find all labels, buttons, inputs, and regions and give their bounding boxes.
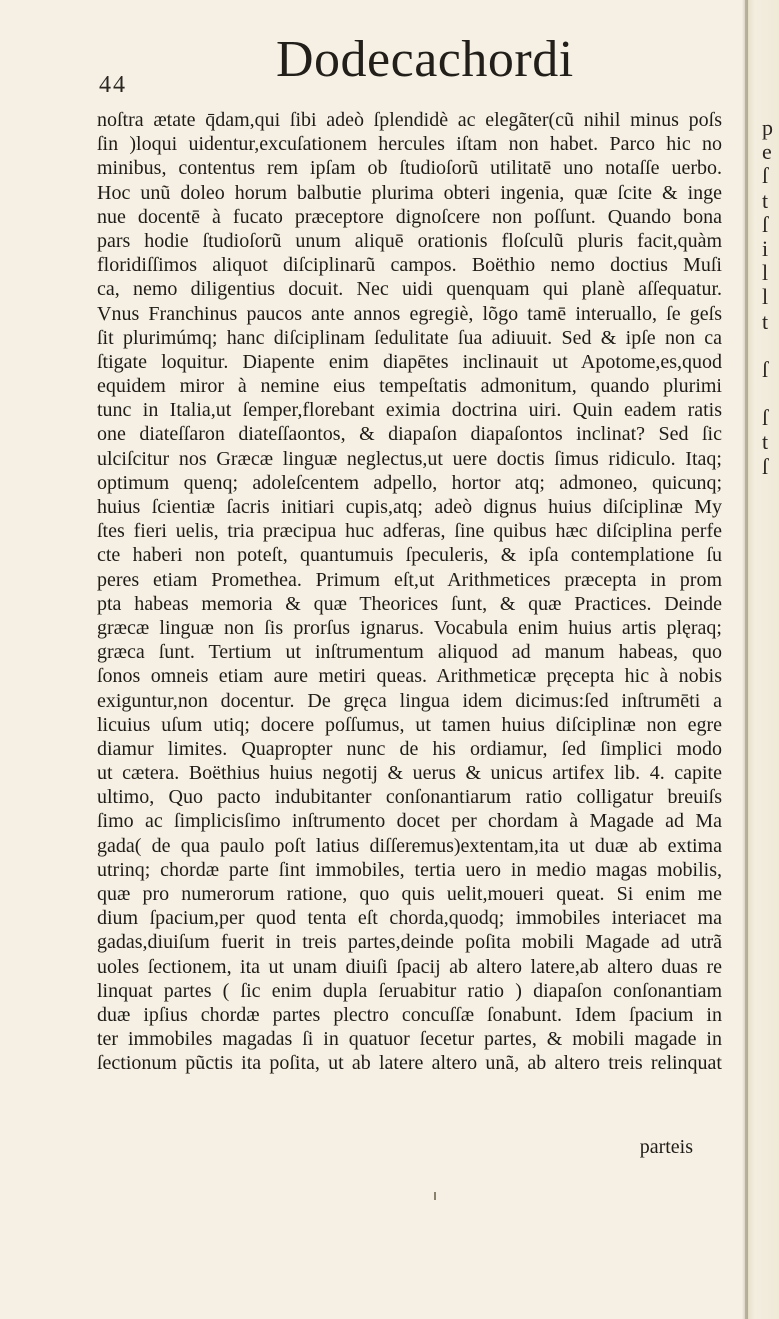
facing-page-glyph: ſ [762, 163, 769, 189]
text-line: one diateſſaron diateſſaontos, & diapaſon diapaſontos inclinat? Sed ſic [97, 423, 722, 446]
text-line: ſtes fieri uelis, tria præcipua huc adferas, ſine quibus hæc diſciplina perfe [97, 520, 722, 543]
facing-page-glyph: t [762, 187, 769, 213]
text-line: linquat partes ( ſic enim dupla ſeruabitur ratio ) diapaſon conſonantiam [97, 979, 722, 1002]
text-line: gadas,diuiſum fuerit in treis partes,deinde poſita mobili Magade ad utrã [97, 931, 722, 954]
text-line: exiguntur,non docentur. De gręca lingua idem dicimus:ſed inſtrumēti a [97, 689, 722, 712]
text-line: pta habeas memoria & quæ Theorices ſunt, & quæ Practices. Deinde [97, 592, 722, 615]
facing-page-glyph: l [762, 260, 769, 286]
facing-page-glyph: ſ [762, 356, 769, 382]
facing-page-glyph: e [762, 139, 772, 165]
text-line: græcæ linguæ non ſis prorſus ignarus. Vocabula enim huius artis plęraq; [97, 616, 722, 639]
catchword: parteis [639, 1136, 693, 1158]
text-line: nue docentē à fucato præceptore dignoſcere non poſſunt. Quando bona [97, 205, 722, 228]
text-line: dium ſpacium,per quod tenta eſt chorda,quodq; immobiles interiacet ma [97, 907, 722, 930]
text-line: minibus, contentus rem ipſam ob ſtudioſorũ utilitatē uno notaſſe uerbo. [97, 157, 722, 180]
text-line: diamur limites. Quapropter nunc de his ordiamur, ſed ſimplici modo [97, 737, 722, 760]
facing-page-glyph: ſ [762, 211, 769, 237]
facing-page-glyph: l [762, 284, 769, 310]
paper-speck [434, 1192, 436, 1200]
facing-page-glyph: p [762, 116, 773, 140]
text-line: ultimo, Quo pacto indubitanter conſonantiarum ratio colligatur breuiſs [97, 786, 722, 809]
text-line: ter immobiles magadas ſi in quatuor ſecetur partes, & mobili magade in [97, 1028, 722, 1051]
body-text [97, 108, 722, 1076]
facing-page-edge [762, 116, 779, 479]
text-line: Vnus Franchinus paucos ante annos egregiè, lõgo tamē interuallo, ſe geſs [97, 302, 722, 325]
gutter-shadow [742, 0, 748, 1319]
running-title: Dodecachordi [276, 31, 574, 88]
text-line: græca ſunt. Tertium ut inſtrumentum aliquod ad manum habeas, quo [97, 641, 722, 664]
text-line: huius ſcientiæ ſacris initiari cupis,atq; adeò dignus huius diſciplinæ My [97, 496, 722, 518]
text-line: optimum quenq; adoleſcentem adpello, hortor atq; admoneo, quicunq; [97, 471, 722, 494]
text-line: gada( de qua paulo poſt latius diſſeremus)extentam,ita ut duæ ab extima [97, 834, 722, 857]
text-line: ut cætera. Boëthius huius negotij & uerus & unicus artifex lib. 4. capite [97, 762, 722, 785]
facing-page-glyph: t [762, 429, 769, 455]
text-line: pars hodie ſtudioſorũ unum aliquē orationis floſculũ pluris facit,quàm [97, 229, 722, 252]
facing-page-glyph: t [762, 308, 769, 334]
facing-page-glyph: ſ [762, 453, 769, 479]
text-line: ca, nemo diligentius docuit. Nec uidi quenquam qui planè aſſequatur. [97, 278, 722, 301]
text-line: utrinq; chordæ parte ſint immobiles, tertia uero in medio magas mobilis, [97, 858, 722, 881]
text-line: ſit plurimúmq; hanc diſciplinam ſedulitate ſua adiuuit. Sed & ipſe non ca [97, 326, 722, 349]
text-line: ſectionum pũctis ita poſita, ut ab latere altero unã, ab altero treis relinquat [97, 1052, 722, 1075]
text-line: quæ pro numerorum ratione, quo quis uelit,moueri queat. Si enim me [97, 883, 722, 905]
text-line: ſimo ac ſimplicisſimo inſtrumento docet per chordam à Magade ad Ma [97, 810, 722, 833]
text-line: licuius uſum utiq; docere poſſumus, ut tamen huius diſciplinæ non egre [97, 713, 722, 736]
text-line: ſin )loqui uidentur,excuſationem hercules iſtam non habet. Parco hic no [97, 133, 722, 156]
text-line: peres etiam Promethea. Primum eſt,ut Arithmetices præcepta in prom [97, 568, 722, 591]
text-line: duæ ipſius chordæ partes plectro concuſſæ ſonabunt. Idem ſpacium in [97, 1003, 722, 1026]
facing-page-glyph [762, 382, 779, 406]
text-line: Hoc unũ doleo horum balbutie plurima obteri ingenia, quæ ſcite & inge [97, 181, 722, 204]
text-line: tunc in Italia,ut ſemper,florebant eximia doctrina uiri. Quin eadem ratis [97, 399, 722, 422]
text-line: cte haberi non poteſt, quantumuis ſpeculeris, & ipſa contemplatione ſu [97, 544, 722, 567]
text-line: ulciſcitur nos Græcæ linguæ neglectus,ut uere doctis ſimus ridiculo. Itaq; [97, 447, 722, 470]
text-line: uoles ſectionem, ita ut unam diuiſi ſpacij ab altero latere,ab altero duas re [97, 955, 722, 978]
facing-page-glyph: i [762, 235, 769, 261]
facing-page-glyph [762, 334, 779, 358]
page-number: 44 [99, 72, 127, 98]
text-line: floridiſſimos aliquot diſciplinarũ campos. Boëthio nemo doctius Muſi [97, 254, 722, 277]
facing-page-glyph: ſ [762, 405, 769, 431]
text-line: ſtigate loquitur. Diapente enim diapētes inclinauit ut Apotome,es,quod [97, 350, 722, 373]
text-line: noſtra ætate q̄dam,qui ſibi adeò ſplendidè ac elegãter(cũ nihil minus poſs [97, 109, 722, 131]
text-line: ſonos omneis etiam aure metiri queas. Arithmeticæ pręcepta hic à nobis [97, 665, 722, 688]
text-line: equidem miror à nemine eius tempeſtatis admonitum, quando plurimi [97, 375, 722, 398]
